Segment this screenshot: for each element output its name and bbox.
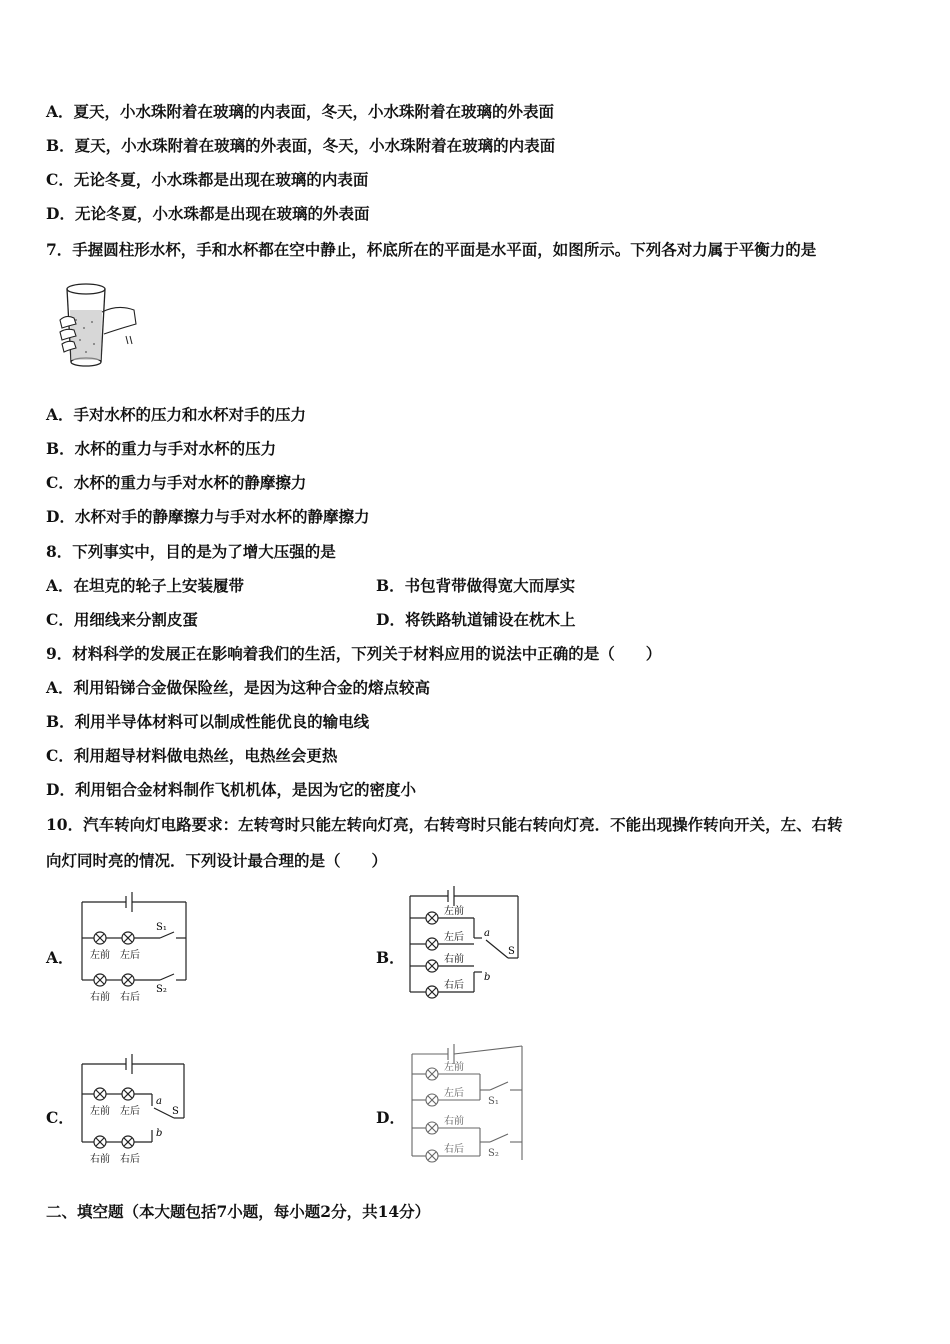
q6-option-a: A．夏天，小水珠附着在玻璃的内表面，冬天，小水珠附着在玻璃的外表面 bbox=[46, 102, 555, 121]
circuit-d-lamp-left-rear: 左后 bbox=[444, 1088, 464, 1099]
q7-option-c: C．水杯的重力与手对水杯的静摩擦力 bbox=[46, 473, 307, 492]
circuit-b-lamp-right-rear: 右后 bbox=[444, 980, 464, 991]
circuit-a-lamp-right-front: 右前 bbox=[90, 992, 110, 1003]
circuit-c-lamp-left-rear: 左后 bbox=[120, 1106, 140, 1117]
q6-option-c: C．无论冬夏，小水珠都是出现在玻璃的内表面 bbox=[46, 170, 369, 189]
circuit-b-lamp-right-front: 右前 bbox=[444, 954, 464, 965]
circuit-b bbox=[404, 882, 524, 1008]
circuit-b-contact-a: a bbox=[484, 928, 490, 939]
q8-option-c: C．用细线来分割皮蛋 bbox=[46, 610, 198, 629]
q10-label-b: B． bbox=[376, 948, 405, 967]
q9-stem: 9．材料科学的发展正在影响着我们的生活，下列关于材料应用的说法中正确的是（ ） bbox=[46, 644, 662, 663]
q6-option-b: B．夏天，小水珠附着在玻璃的外表面，冬天，小水珠附着在玻璃的内表面 bbox=[46, 136, 556, 155]
circuit-c-switch-s: S bbox=[172, 1106, 179, 1117]
section-2-title: 二、填空题（本大题包括7小题，每小题2分，共14分） bbox=[46, 1202, 431, 1221]
circuit-d bbox=[404, 1040, 530, 1168]
circuit-d-lamp-right-rear: 右后 bbox=[444, 1144, 464, 1155]
q9-option-c: C．利用超导材料做电热丝，电热丝会更热 bbox=[46, 746, 338, 765]
circuit-d-lamp-left-front: 左前 bbox=[444, 1062, 464, 1073]
q9-option-d: D．利用铝合金材料制作飞机机体，是因为它的密度小 bbox=[46, 780, 416, 799]
q10-label-d: D． bbox=[376, 1108, 405, 1127]
q10-label-a: A． bbox=[46, 948, 74, 967]
q8-stem: 8．下列事实中，目的是为了增大压强的是 bbox=[46, 542, 336, 561]
q8-option-d: D．将铁路轨道铺设在枕木上 bbox=[376, 610, 576, 629]
circuit-b-lamp-left-front: 左前 bbox=[444, 906, 464, 917]
circuit-a-lamp-left-front: 左前 bbox=[90, 950, 110, 961]
circuit-c-contact-b: b bbox=[156, 1128, 163, 1139]
circuit-d-lamp-right-front: 右前 bbox=[444, 1116, 464, 1127]
circuit-d-switch-s2: S₂ bbox=[488, 1148, 499, 1159]
q7-option-d: D．水杯对手的静摩擦力与手对水杯的静摩擦力 bbox=[46, 507, 370, 526]
circuit-c-contact-a: a bbox=[156, 1096, 162, 1107]
q9-option-a: A．利用铅锑合金做保险丝，是因为这种合金的熔点较高 bbox=[46, 678, 431, 697]
q7-option-a: A．手对水杯的压力和水杯对手的压力 bbox=[46, 405, 307, 424]
q7-stem: 7．手握圆柱形水杯，手和水杯都在空中静止，杯底所在的平面是水平面，如图所示。下列各对力属于平衡力的是 bbox=[46, 240, 817, 259]
circuit-c-lamp-left-front: 左前 bbox=[90, 1106, 110, 1117]
q10-stem-line2: 向灯同时亮的情况．下列设计最合理的是（ ） bbox=[46, 851, 388, 870]
cup-in-hand-figure bbox=[56, 280, 142, 372]
circuit-d-switch-s1: S₁ bbox=[488, 1096, 499, 1107]
circuit-a bbox=[74, 888, 194, 1006]
q6-option-d: D．无论冬夏，小水珠都是出现在玻璃的外表面 bbox=[46, 204, 370, 223]
circuit-c-lamp-right-rear: 右后 bbox=[120, 1154, 140, 1165]
circuit-a-lamp-left-rear: 左后 bbox=[120, 950, 140, 961]
circuit-a-switch-s1: S₁ bbox=[156, 922, 167, 933]
circuit-a-switch-s2: S₂ bbox=[156, 984, 167, 995]
q10-label-c: C． bbox=[46, 1108, 74, 1127]
circuit-a-lamp-right-rear: 右后 bbox=[120, 992, 140, 1003]
q7-option-b: B．水杯的重力与手对水杯的压力 bbox=[46, 439, 277, 458]
circuit-c-lamp-right-front: 右前 bbox=[90, 1154, 110, 1165]
circuit-c bbox=[74, 1048, 194, 1168]
q10-stem-line1: 10．汽车转向灯电路要求：左转弯时只能左转向灯亮，右转弯时只能右转向灯亮．不能出现操作转向开关，左、右转 bbox=[46, 815, 843, 834]
circuit-b-lamp-left-rear: 左后 bbox=[444, 932, 464, 943]
circuit-b-contact-b: b bbox=[484, 972, 491, 983]
q8-option-b: B．书包背带做得宽大而厚实 bbox=[376, 576, 576, 595]
q9-option-b: B．利用半导体材料可以制成性能优良的输电线 bbox=[46, 712, 370, 731]
circuit-b-switch-s: S bbox=[508, 946, 515, 957]
q8-option-a: A．在坦克的轮子上安装履带 bbox=[46, 576, 245, 595]
